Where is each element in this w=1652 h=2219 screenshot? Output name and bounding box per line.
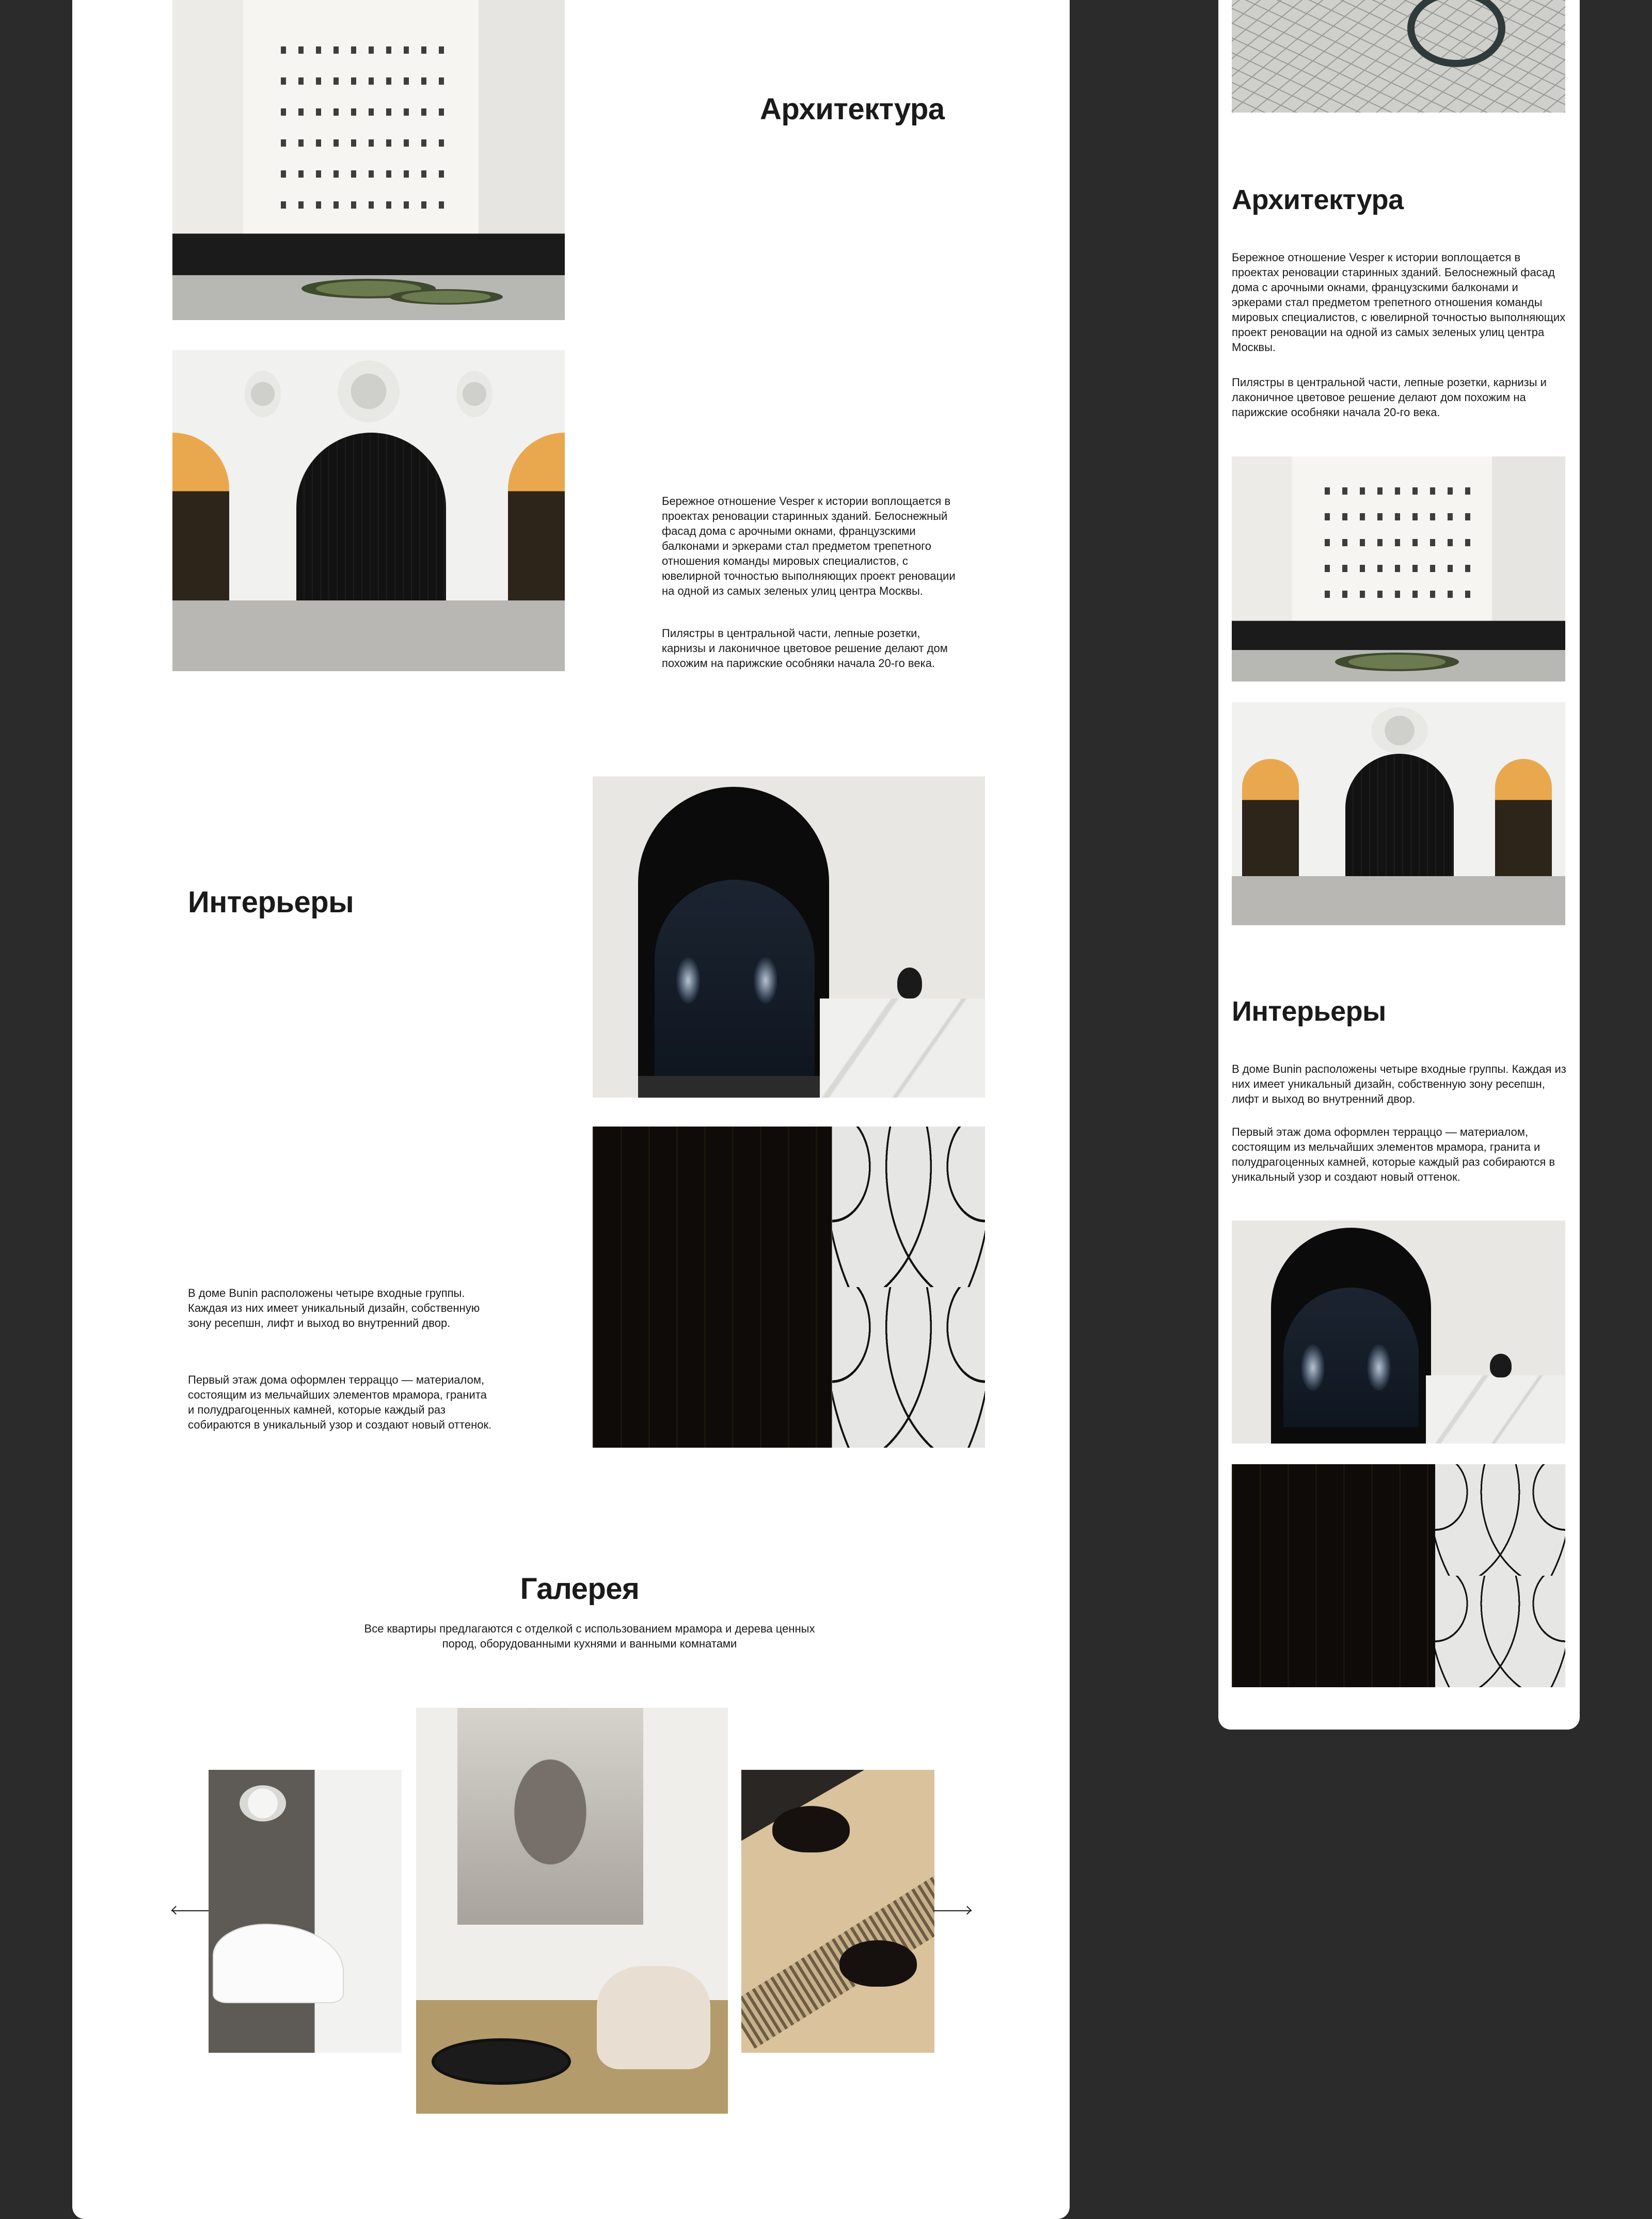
architecture-title: Архитектура: [760, 92, 945, 126]
cobblestone-image: [1232, 0, 1565, 113]
gallery-statue-art-image[interactable]: [416, 1708, 728, 2114]
architecture-paragraph-2: Пилястры в центральной части, лепные розетки, карнизы и лаконичное цветовое решение делают дом похожим на парижские особняки начала 20-го века.: [662, 627, 948, 670]
courtyard-building-image: [172, 0, 565, 320]
mobile-courtyard-building-image: [1232, 456, 1565, 681]
gallery-prev-arrow-icon[interactable]: [171, 1910, 210, 1911]
architecture-paragraph-1: Бережное отношение Vesper к истории воплощается в проектах реновации старинных зданий. Белоснежный фасад дома с арочными окнами, французскими балконами и эркерами стал предметом трепетного отношения команды мировых специалистов, с ювелирной точностью выполняющих проект реновации на одной из самых зеленых улиц центра Москвы.: [662, 495, 956, 597]
pattern-wall-image: [593, 1127, 985, 1448]
mobile-arched-facade-image: [1232, 702, 1565, 925]
mobile-architecture-title: Архитектура: [1232, 184, 1404, 215]
mobile-architecture-paragraph-1: Бережное отношение Vesper к истории воплощается в проектах реновации старинных зданий. Белоснежный фасад дома с арочными окнами, французскими балконами и эркерами стал предметом трепетного отношения команды мировых специалистов, с ювелирной точностью выполняющих проект реновации на одной из самых зеленых улиц центра Москвы.: [1232, 251, 1566, 354]
gallery-next-arrow-icon[interactable]: [933, 1910, 972, 1911]
gallery-piano-image[interactable]: [209, 1770, 402, 2053]
mobile-interiors-title: Интерьеры: [1232, 996, 1386, 1027]
mobile-architecture-paragraph-2: Пилястры в центральной части, лепные розетки, карнизы и лаконичное цветовое решение делают дом похожим на парижские особняки начала 20-го века.: [1232, 376, 1547, 419]
mobile-dark-arch-reception-image: [1232, 1221, 1565, 1444]
mobile-interiors-paragraph-1: В доме Bunin расположены четыре входные группы. Каждая из них имеет уникальный дизайн, собственную зону ресепшн, лифт и выход во внутренний двор.: [1232, 1063, 1566, 1105]
interiors-paragraph-1: В доме Bunin расположены четыре входные группы. Каждая из них имеет уникальный дизайн, собственную зону ресепшн, лифт и выход во внутренний двор.: [188, 1287, 480, 1329]
mobile-pattern-wall-image: [1232, 1464, 1565, 1687]
dark-arch-reception-image: [593, 776, 985, 1098]
interiors-title: Интерьеры: [188, 885, 354, 919]
gallery-title: Галерея: [520, 1572, 640, 1606]
gallery-rabbit-sculptures-image[interactable]: [741, 1770, 934, 2053]
desktop-layout: [72, 0, 1070, 2219]
mobile-interiors-paragraph-2: Первый этаж дома оформлен терраццо — материалом, состоящим из мельчайших элементов мрамора, гранита и полудрагоценных камней, которые каждый раз собираются в уникальный узор и создают новый оттенок.: [1232, 1126, 1555, 1183]
mobile-layout: [1218, 0, 1580, 1730]
gallery-subtitle: Все квартиры предлагаются с отделкой с использованием мрамора и дерева ценных пород, оборудованными кухнями и ванными комнатами: [364, 1622, 815, 1650]
interiors-paragraph-2: Первый этаж дома оформлен терраццо — материалом, состоящим из мельчайших элементов мрамора, гранита и полудрагоценных камней, которые каждый раз собираются в уникальный узор и создают новый оттенок.: [188, 1373, 492, 1431]
arched-facade-image: [172, 350, 565, 671]
